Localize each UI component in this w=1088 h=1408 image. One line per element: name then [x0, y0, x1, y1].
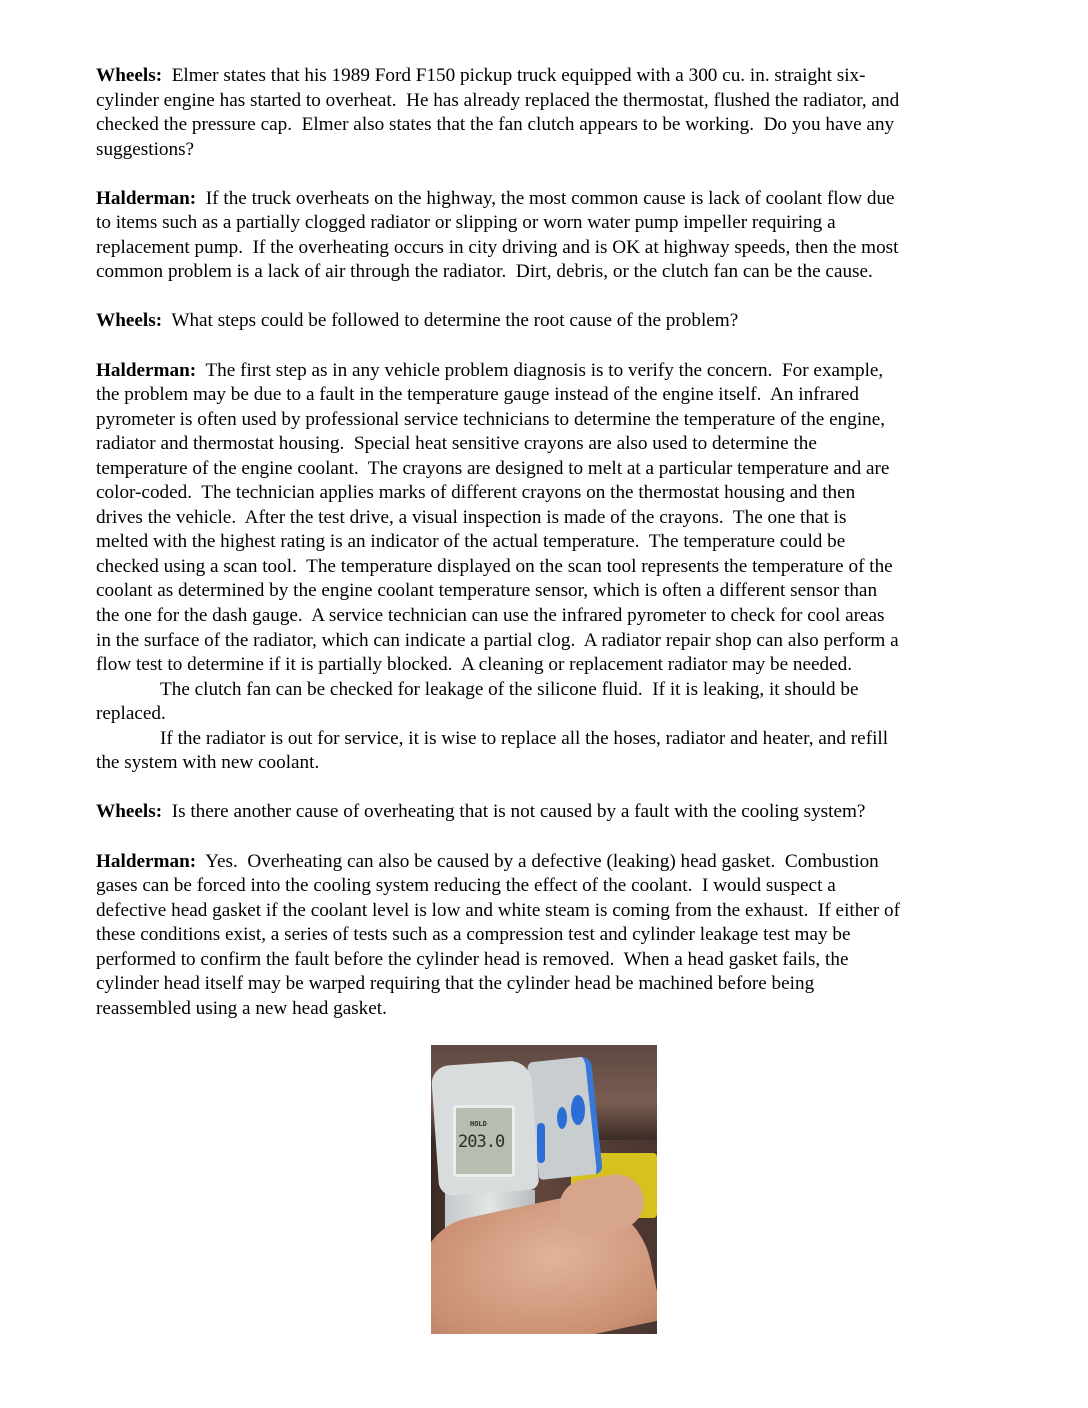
speaker-label: Halderman: — [96, 359, 197, 381]
line-text: drives the vehicle. After the test drive, a visual inspection is made of the crayons. The one that is — [96, 506, 847, 528]
line-text: these conditions exist, a series of tests such as a compression test and cylinder leakage test may be — [96, 924, 851, 946]
line-text: What steps could be followed to determine the root cause of the problem? — [162, 310, 739, 332]
line-text: If the radiator is out for service, it is wise to replace all the hoses, radiator and heater, and refill — [160, 727, 889, 749]
text-line — [96, 211, 1016, 236]
blank-line — [96, 776, 1016, 801]
line-text: the one for the dash gauge. A service technician can use the infrared pyrometer to check for cool areas — [96, 605, 885, 627]
speaker-label: Wheels: — [96, 801, 163, 823]
line-text: in the surface of the radiator, which can indicate a partial clog. A radiator repair shop can also perform a — [96, 629, 899, 651]
text-line — [96, 260, 1016, 285]
line-text: cylinder head itself may be warped requiring that the cylinder head be machined before being — [96, 973, 815, 995]
line-text: replaced. — [96, 703, 166, 725]
speaker-line — [96, 359, 1016, 384]
line-text: If the truck overheats on the highway, the most common cause is lack of coolant flow due — [196, 187, 895, 209]
infrared-pyrometer-photo — [431, 1045, 657, 1334]
text-line — [96, 432, 1016, 457]
line-text: pyrometer is often used by professional service technicians to determine the temperature of the engine, — [96, 408, 886, 430]
pyrometer-button-icon — [557, 1107, 567, 1129]
speaker-label: Halderman: — [96, 187, 197, 209]
blank-line — [96, 285, 1016, 310]
line-text: Yes. Overheating can also be caused by a defective (leaking) head gasket. Combustion — [196, 850, 879, 872]
line-text: defective head gasket if the coolant level is low and white steam is coming from the exhaust. If either of — [96, 899, 901, 921]
text-line — [96, 383, 1016, 408]
line-text: checked using a scan tool. The temperature displayed on the scan tool represents the temperature of the — [96, 555, 893, 577]
line-text: gases can be forced into the cooling system reducing the effect of the coolant. I would suspect a — [96, 875, 836, 897]
line-text: cylinder engine has started to overheat. He has already replaced the thermostat, flushed the radiator, and — [96, 89, 900, 111]
text-line — [96, 678, 1016, 703]
text-line — [96, 89, 1016, 114]
blank-line — [96, 825, 1016, 850]
text-line — [96, 138, 1016, 163]
line-text: suggestions? — [96, 138, 195, 160]
speaker-label: Wheels: — [96, 65, 163, 86]
line-text: reassembled using a new head gasket. — [96, 997, 387, 1019]
display-hold-label: HOLD — [470, 1120, 487, 1128]
text-line — [96, 653, 1016, 678]
text-line — [96, 727, 1016, 752]
line-text: performed to confirm the fault before the cylinder head is removed. When a head gasket fails, the — [96, 948, 849, 970]
text-line — [96, 530, 1016, 555]
text-line — [96, 408, 1016, 433]
line-text: melted with the highest rating is an indicator of the actual temperature. The temperature could be — [96, 531, 846, 553]
line-text: the system with new coolant. — [96, 752, 320, 774]
line-text: to items such as a partially clogged radiator or slipping or worn water pump impeller requiring a — [96, 212, 836, 234]
speaker-label: Halderman: — [96, 850, 197, 872]
speaker-line — [96, 187, 1016, 212]
speaker-line — [96, 850, 1016, 875]
line-text: color-coded. The technician applies marks of different crayons on the thermostat housing and then — [96, 482, 856, 504]
speaker-line — [96, 800, 1016, 825]
text-line — [96, 236, 1016, 261]
text-line — [96, 506, 1016, 531]
text-line — [96, 751, 1016, 776]
pyrometer-button-icon — [537, 1123, 545, 1163]
text-line — [96, 629, 1016, 654]
line-text: The clutch fan can be checked for leakage of the silicone fluid. If it is leaking, it should be — [160, 678, 859, 700]
line-text: The first step as in any vehicle problem diagnosis is to verify the concern. For example, — [196, 359, 884, 381]
pyrometer-display — [453, 1105, 515, 1177]
text-line — [96, 457, 1016, 482]
line-text: radiator and thermostat housing. Special heat sensitive crayons are also used to determine the — [96, 433, 817, 455]
text-line — [96, 972, 1016, 997]
text-line — [96, 579, 1016, 604]
line-text: flow test to determine if it is partially blocked. A cleaning or replacement radiator may be needed. — [96, 654, 853, 676]
text-line — [96, 604, 1016, 629]
blank-line — [96, 334, 1016, 359]
speaker-label: Wheels: — [96, 310, 163, 332]
line-text: Elmer states that his 1989 Ford F150 pickup truck equipped with a 300 cu. in. straight six- — [162, 65, 866, 86]
line-text: the problem may be due to a fault in the temperature gauge instead of the engine itself. An infrared — [96, 384, 859, 406]
line-text: temperature of the engine coolant. The crayons are designed to melt at a particular temperature and are — [96, 457, 890, 479]
text-line — [96, 923, 1016, 948]
pyrometer-button-icon — [571, 1095, 585, 1125]
display-temperature: 203.0 — [458, 1132, 505, 1152]
text-line — [96, 948, 1016, 973]
line-text: Is there another cause of overheating that is not caused by a fault with the cooling system? — [162, 801, 866, 823]
line-text: replacement pump. If the overheating occurs in city driving and is OK at highway speeds, then the most — [96, 236, 899, 258]
speaker-line — [96, 64, 1016, 89]
text-line — [96, 899, 1016, 924]
text-line — [96, 113, 1016, 138]
text-line — [96, 481, 1016, 506]
text-line — [96, 997, 1016, 1022]
speaker-line — [96, 309, 1016, 334]
blank-line — [96, 162, 1016, 187]
text-line — [96, 702, 1016, 727]
line-text: checked the pressure cap. Elmer also states that the fan clutch appears to be working. Do you have any — [96, 114, 895, 136]
text-line — [96, 874, 1016, 899]
document-body — [96, 64, 1016, 1021]
line-text: common problem is a lack of air through the radiator. Dirt, debris, or the clutch fan can be the cause. — [96, 261, 873, 283]
text-line — [96, 555, 1016, 580]
line-text: coolant as determined by the engine coolant temperature sensor, which is often a different sensor than — [96, 580, 878, 602]
